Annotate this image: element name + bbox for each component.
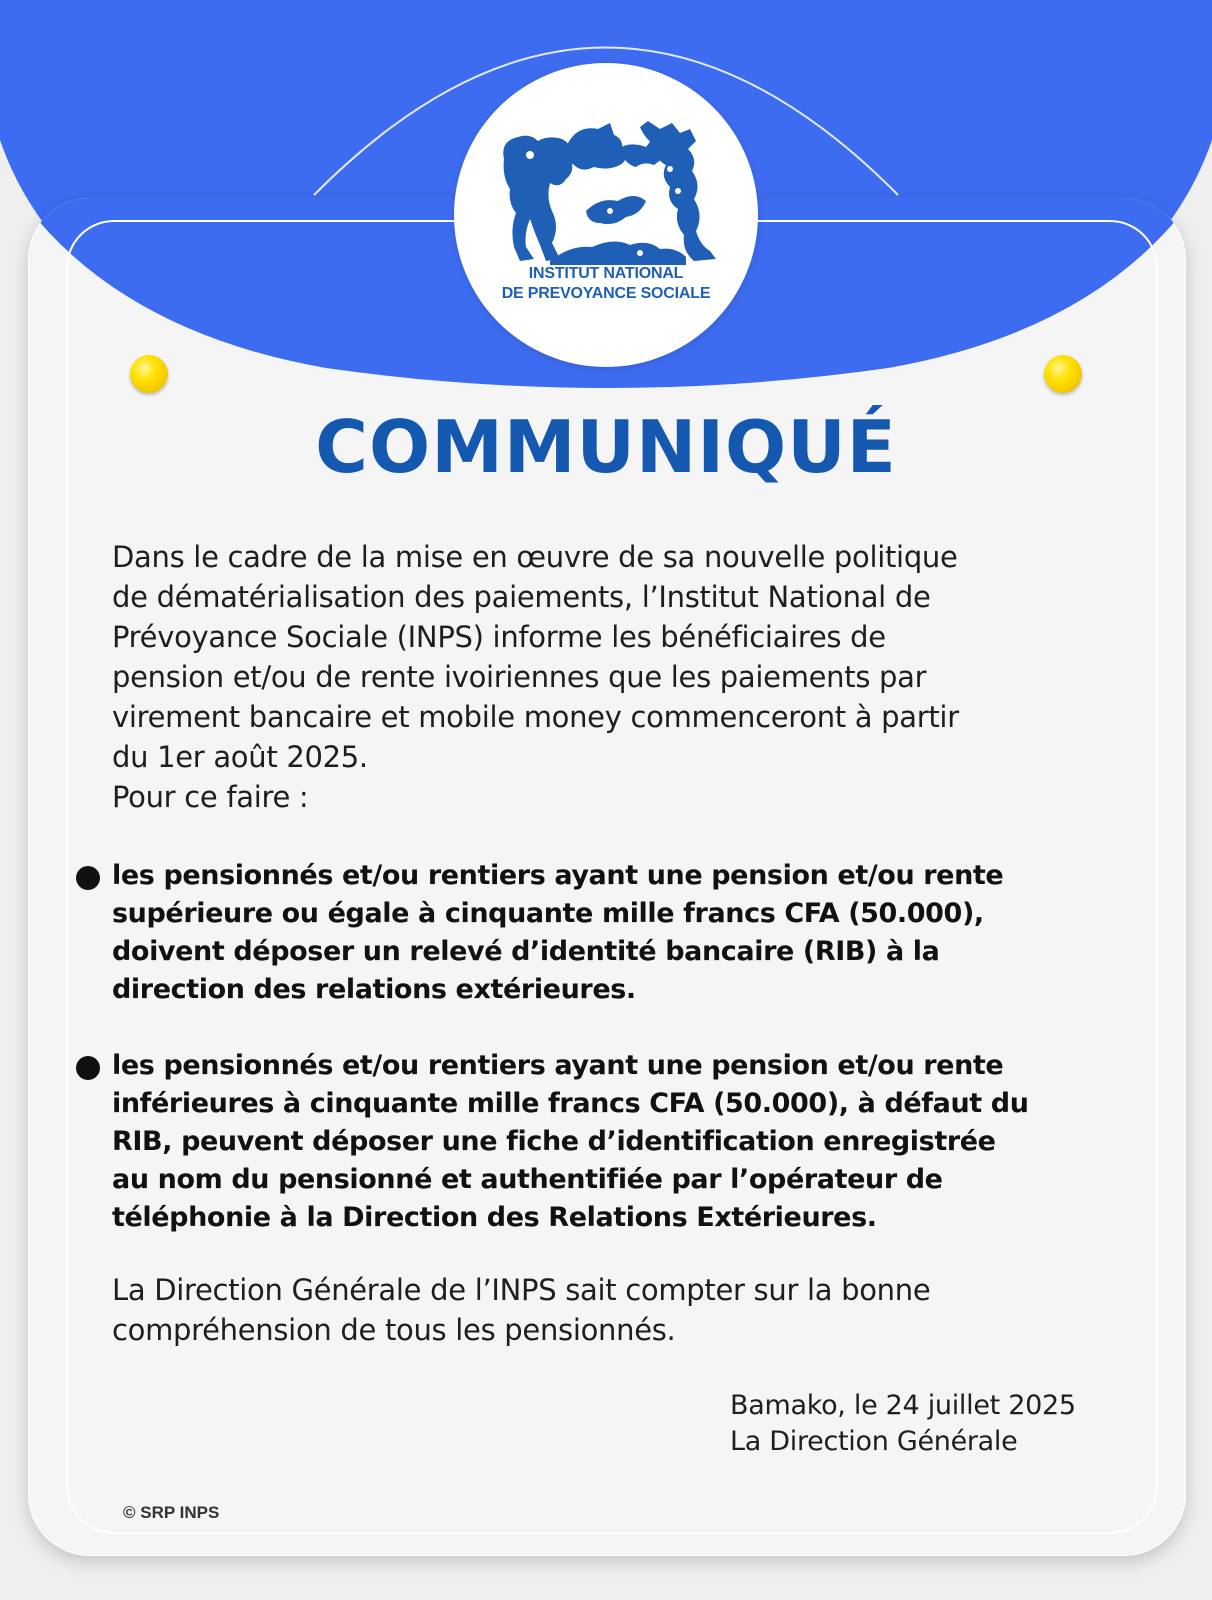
logo-text-line1: INSTITUT NATIONAL bbox=[528, 265, 684, 282]
bullet-dot-icon bbox=[76, 1056, 100, 1080]
bullet-line: RIB, peuvent déposer une fiche d’identification enregistrée bbox=[112, 1126, 996, 1157]
intro-line: de dématérialisation des paiements, l’Institut National de bbox=[112, 580, 931, 614]
bullet-item-2 bbox=[112, 1047, 1122, 1237]
intro-line: Prévoyance Sociale (INPS) informe les bénéficiaires de bbox=[112, 620, 886, 654]
pin-left bbox=[130, 355, 168, 393]
closing-line: compréhension de tous les pensionnés. bbox=[112, 1313, 676, 1347]
intro-paragraph bbox=[112, 537, 1122, 817]
closing-line: La Direction Générale de l’INPS sait compter sur la bonne bbox=[112, 1273, 931, 1307]
intro-line: du 1er août 2025. bbox=[112, 740, 368, 774]
bullet-line: inférieures à cinquante mille francs CFA (50.000), à défaut du bbox=[112, 1088, 1029, 1119]
bullet-dot-icon bbox=[76, 866, 100, 890]
inps-emblem-icon bbox=[490, 119, 726, 269]
bullet-line: les pensionnés et/ou rentiers ayant une pension et/ou rente bbox=[112, 1050, 1004, 1081]
pin-right bbox=[1044, 355, 1082, 393]
bullet-item-1 bbox=[112, 857, 1122, 1009]
intro-line: virement bancaire et mobile money commenceront à partir bbox=[112, 700, 959, 734]
bullet-line: direction des relations extérieures. bbox=[112, 974, 636, 1005]
closing-paragraph bbox=[112, 1270, 1122, 1350]
signature-block bbox=[730, 1388, 1150, 1460]
bullet-line: supérieure ou égale à cinquante mille francs CFA (50.000), bbox=[112, 898, 984, 929]
inps-logo bbox=[454, 63, 758, 367]
bullet-line: doivent déposer un relevé d’identité bancaire (RIB) à la bbox=[112, 936, 940, 967]
page-title: COMMUNIQUÉ bbox=[315, 405, 897, 489]
copyright-notice: © SRP INPS bbox=[123, 1503, 220, 1522]
intro-line: Pour ce faire : bbox=[112, 780, 309, 814]
signature-place-date: Bamako, le 24 juillet 2025 bbox=[730, 1390, 1076, 1421]
bullet-line: au nom du pensionné et authentifiée par l’opérateur de bbox=[112, 1164, 943, 1195]
logo-text-line2: DE PREVOYANCE SOCIALE bbox=[501, 285, 711, 302]
signature-signatory: La Direction Générale bbox=[730, 1426, 1018, 1457]
intro-line: Dans le cadre de la mise en œuvre de sa nouvelle politique bbox=[112, 540, 958, 574]
bullet-line: téléphonie à la Direction des Relations Extérieures. bbox=[112, 1202, 877, 1233]
bullet-line: les pensionnés et/ou rentiers ayant une pension et/ou rente bbox=[112, 860, 1004, 891]
intro-line: pension et/ou de rente ivoiriennes que les paiements par bbox=[112, 660, 927, 694]
